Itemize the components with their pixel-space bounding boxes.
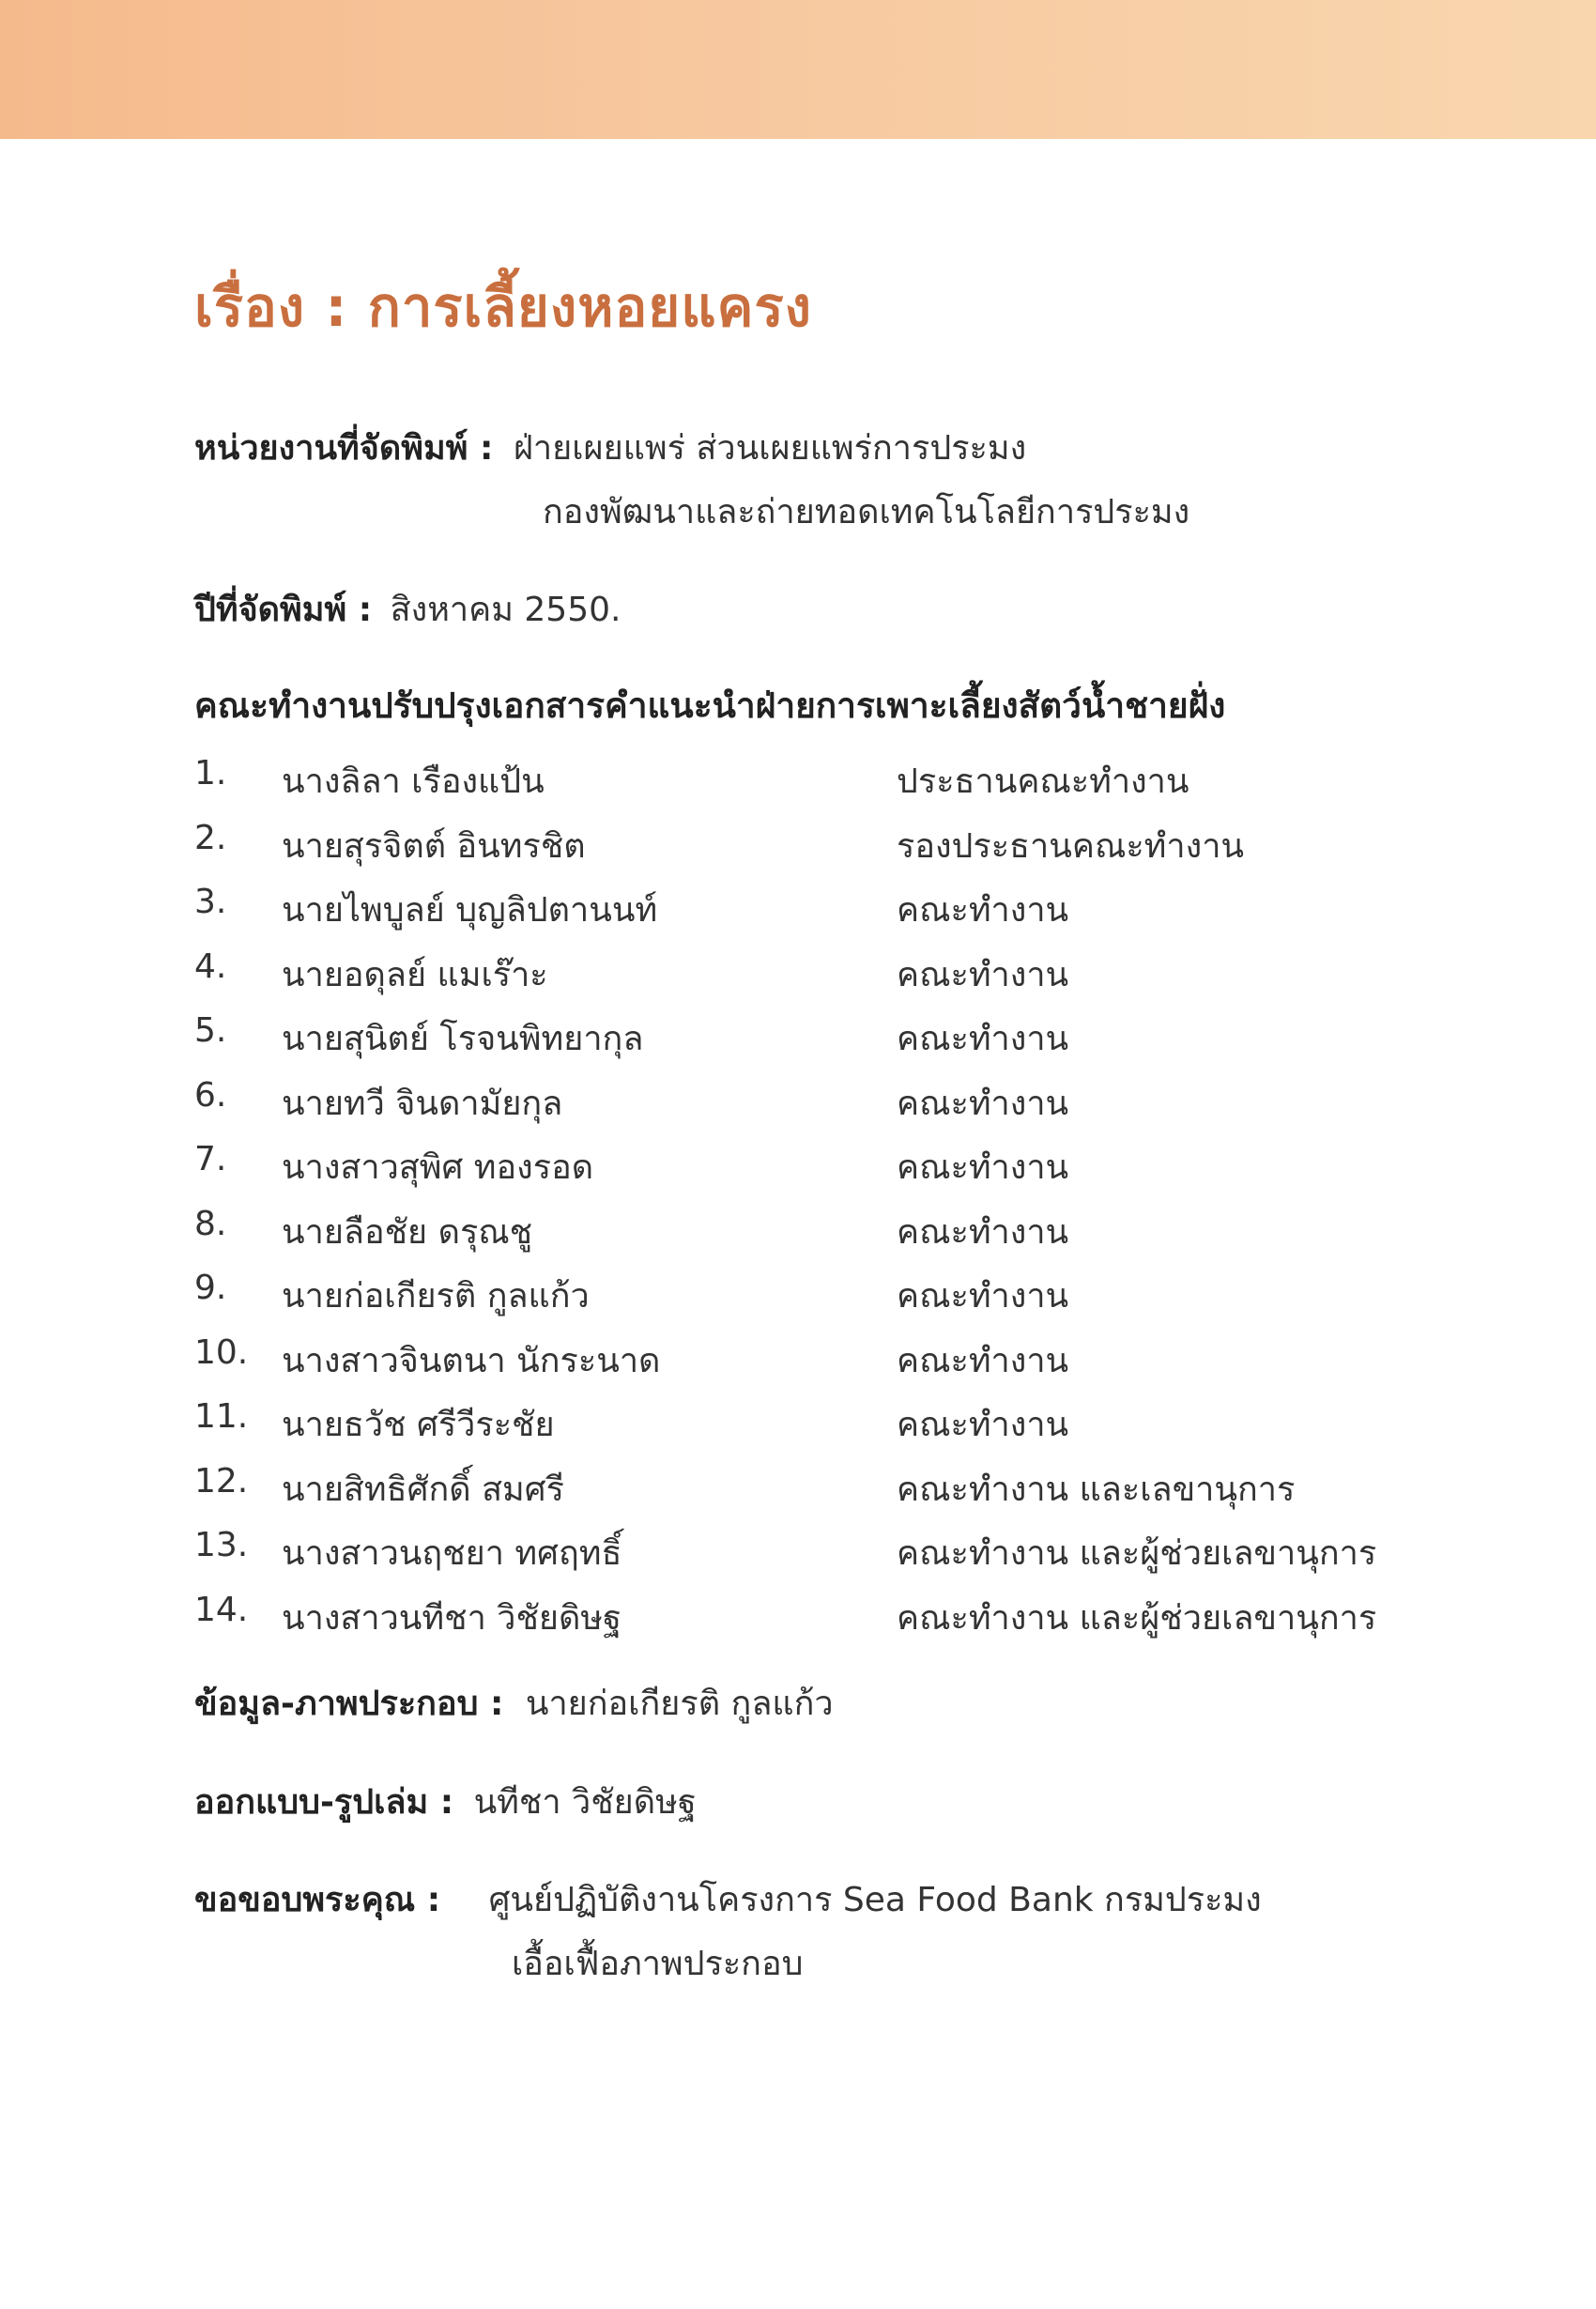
item-number: 12. [194, 1461, 249, 1501]
design-value: นทีชา วิชัยดิษฐ [473, 1783, 697, 1822]
item-number: 9. [194, 1269, 227, 1307]
committee-list [194, 747, 1434, 1647]
design-label: ออกแบบ-รูปเล่ม : [194, 1783, 454, 1822]
illustration-row [194, 1672, 834, 1736]
member-role: คณะทำงาน [897, 1341, 1069, 1380]
item-number: 7. [194, 1140, 227, 1178]
member-role: คณะทำงาน และเลขานุการ [897, 1470, 1296, 1509]
member-name: นายลือชัย ดรุณชู [282, 1212, 533, 1252]
publisher-value: ฝ่ายเผยแพร่ ส่วนเผยแพร่การประมง [513, 429, 1027, 468]
list-item [194, 1390, 1434, 1455]
page-title: เรื่อง : การเลี้ยงหอยแครง [194, 275, 812, 339]
list-item [194, 1004, 1434, 1069]
year-row [194, 578, 621, 642]
item-number: 6. [194, 1075, 227, 1115]
member-name: นายสุนิตย์ โรจนพิทยากุล [282, 1020, 644, 1058]
item-number: 13. [194, 1526, 249, 1564]
list-item [194, 811, 1434, 876]
item-number: 3. [194, 883, 227, 921]
year-value: สิงหาคม 2550. [390, 591, 622, 629]
thanks-row [194, 1869, 1262, 1932]
member-name: นายสิทธิศักดิ์ สมศรี [282, 1470, 564, 1509]
member-name: นายก่อเกียรติ กูลแก้ว [282, 1277, 590, 1316]
committee-heading: คณะทำงานปรับปรุงเอกสารคำแนะนำฝ่ายการเพาะเลี้ยงสัตว์น้ำชายฝั่ง [194, 685, 1226, 726]
list-item [194, 1197, 1434, 1262]
illustration-value: นายก่อเกียรติ กูลแก้ว [525, 1685, 834, 1723]
design-row [194, 1771, 697, 1835]
member-role: คณะทำงาน [897, 1277, 1069, 1316]
publisher-label: หน่วยงานที่จัดพิมพ์ : [194, 429, 494, 468]
member-role: คณะทำงาน และผู้ช่วยเลขานุการ [897, 1534, 1377, 1573]
list-item [194, 1069, 1434, 1133]
member-role: คณะทำงาน [897, 1148, 1069, 1187]
illustration-label: ข้อมูล-ภาพประกอบ : [194, 1685, 504, 1723]
list-item [194, 940, 1434, 1005]
item-number: 4. [194, 947, 227, 986]
thanks-label: ขอขอบพระคุณ : [194, 1881, 441, 1919]
member-role: รองประธานคณะทำงาน [897, 826, 1245, 866]
member-name: นางสาวสุพิศ ทองรอด [282, 1148, 594, 1187]
member-name: นางสาวนทีชา วิชัยดิษฐ [282, 1598, 622, 1638]
member-name: นางสาวจินตนา นักระนาด [282, 1341, 661, 1380]
header-color-band [0, 0, 1596, 139]
member-role: คณะทำงาน [897, 891, 1069, 930]
member-role: คณะทำงาน [897, 1084, 1069, 1123]
member-role: ประธานคณะทำงาน [897, 762, 1189, 801]
year-label: ปีที่จัดพิมพ์ : [194, 591, 373, 629]
list-item [194, 1455, 1434, 1519]
member-role: คณะทำงาน [897, 1020, 1069, 1058]
member-role: คณะทำงาน และผู้ช่วยเลขานุการ [897, 1598, 1377, 1638]
list-item [194, 875, 1434, 940]
publisher-row [194, 417, 1026, 481]
member-role: คณะทำงาน [897, 1406, 1069, 1444]
member-name: นายสุรจิตต์ อินทรชิต [282, 826, 586, 866]
member-name: นายอดุลย์ แมเร๊าะ [282, 955, 548, 994]
list-item [194, 1518, 1434, 1583]
member-name: นางลิลา เรืองแป้น [282, 762, 545, 801]
member-name: นายไพบูลย์ บุญลิปตานนท์ [282, 891, 658, 930]
thanks-value: ศูนย์ปฏิบัติงานโครงการ Sea Food Bank กรมประมง [488, 1881, 1262, 1919]
list-item [194, 1583, 1434, 1648]
member-role: คณะทำงาน [897, 1212, 1069, 1252]
thanks-value-line2: เอื้อเฟื้อภาพประกอบ [512, 1945, 804, 1983]
item-number: 10. [194, 1332, 249, 1372]
member-role: คณะทำงาน [897, 955, 1069, 994]
item-number: 14. [194, 1590, 249, 1629]
list-item [194, 747, 1434, 811]
item-number: 11. [194, 1397, 249, 1436]
item-number: 5. [194, 1011, 227, 1050]
list-item [194, 1132, 1434, 1197]
list-item [194, 1261, 1434, 1326]
member-name: นางสาวนฤชยา ทศฤทธิ์ [282, 1534, 622, 1573]
publisher-value-line2: กองพัฒนาและถ่ายทอดเทคโนโลยีการประมง [543, 493, 1190, 531]
item-number: 1. [194, 754, 227, 793]
item-number: 2. [194, 818, 227, 857]
item-number: 8. [194, 1204, 227, 1243]
member-name: นายธวัช ศรีวีระชัย [282, 1406, 555, 1444]
member-name: นายทวี จินดามัยกุล [282, 1084, 563, 1123]
list-item [194, 1326, 1434, 1391]
